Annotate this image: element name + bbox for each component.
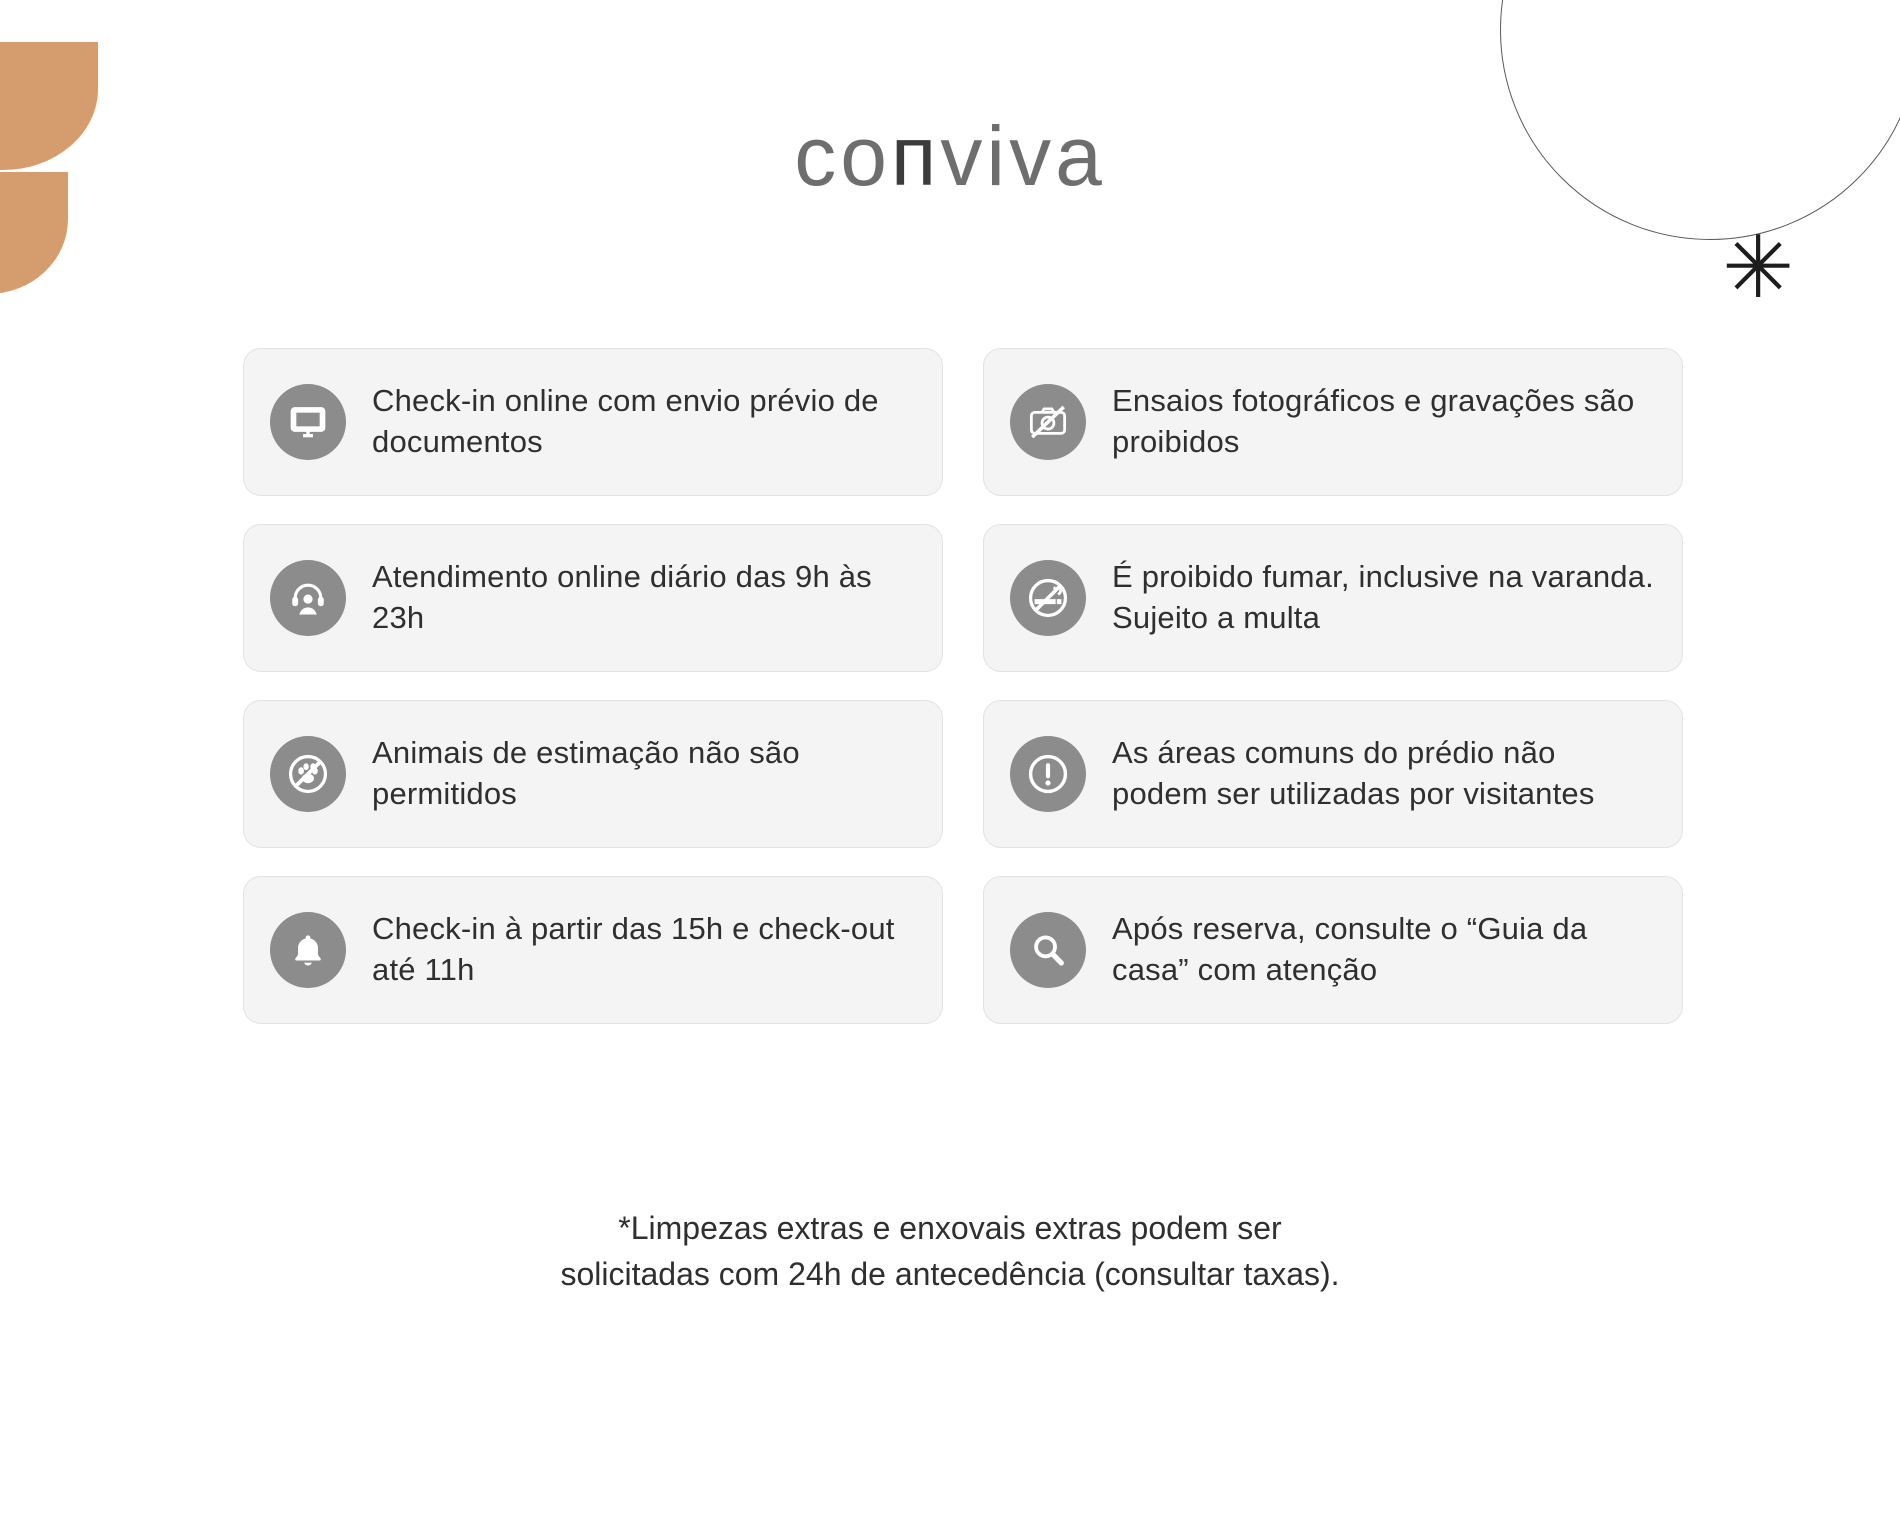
rule-label: Check-in à partir das 15h e check-out até 11h [372, 911, 895, 987]
rule-card [983, 700, 1683, 848]
monitor-icon [270, 384, 346, 460]
rule-label: Ensaios fotográficos e gravações são proibidos [1112, 383, 1635, 459]
brand-name-part1: co [794, 109, 891, 203]
footnote-line-2: solicitadas com 24h de antecedência (consultar taxas). [560, 1256, 1340, 1293]
rule-label: É proibido fumar, inclusive na varanda. Sujeito a multa [1112, 559, 1654, 635]
rule-card [243, 700, 943, 848]
asterisk-icon: ✳ [1722, 218, 1795, 318]
rule-label: Atendimento online diário das 9h às 23h [372, 559, 872, 635]
rule-card [983, 524, 1683, 672]
rule-card [243, 348, 943, 496]
footnote [0, 1205, 1900, 1298]
brand-name-mark: п [890, 109, 941, 203]
magnifier-icon [1010, 912, 1086, 988]
headset-support-icon [270, 560, 346, 636]
bell-icon [270, 912, 346, 988]
rule-card [983, 348, 1683, 496]
brand-name-part2: viva [940, 109, 1106, 203]
rule-label: Após reserva, consulte o “Guia da casa” com atenção [1112, 911, 1588, 987]
rule-card [243, 524, 943, 672]
brand-logo [0, 108, 1900, 205]
rule-label: Check-in online com envio prévio de documentos [372, 383, 879, 459]
rule-card [243, 876, 943, 1024]
exclamation-circle-icon [1010, 736, 1086, 812]
rules-grid [243, 348, 1683, 1024]
no-pets-icon [270, 736, 346, 812]
footnote-line-1: *Limpezas extras e enxovais extras podem ser [618, 1210, 1282, 1246]
rule-label: Animais de estimação não são permitidos [372, 735, 800, 811]
no-camera-icon [1010, 384, 1086, 460]
rule-card [983, 876, 1683, 1024]
rule-label: As áreas comuns do prédio não podem ser utilizadas por visitantes [1112, 735, 1595, 811]
no-smoking-icon [1010, 560, 1086, 636]
